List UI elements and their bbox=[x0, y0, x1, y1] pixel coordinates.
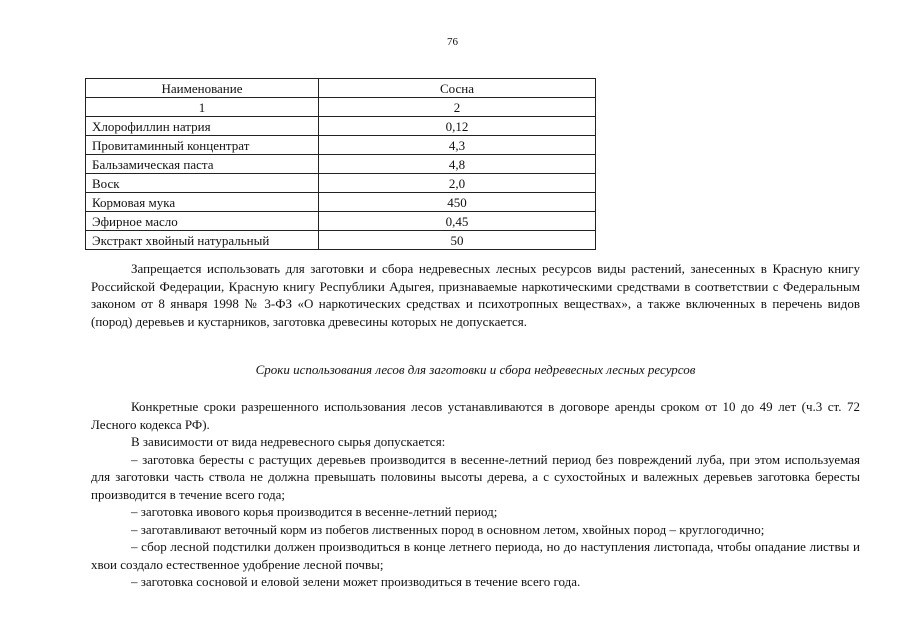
terms-section bbox=[91, 398, 860, 591]
row-name: Провитаминный концентрат bbox=[86, 136, 319, 155]
row-name: Воск bbox=[86, 174, 319, 193]
table-row bbox=[86, 231, 596, 250]
row-value: 4,3 bbox=[319, 136, 596, 155]
list-item-birch-bark: – заготовка бересты с растущих деревьев производится в весенне-летний период без повреждений луба, при этом используемая для заготовки часть ствола не должна превышать половины высоты дерева, а с сухостойных и валежных деревьев заготовка бересты производится в течение всего года; bbox=[91, 451, 860, 502]
row-value: 50 bbox=[319, 231, 596, 250]
column-index-1: 1 bbox=[86, 98, 319, 117]
terms-intro: В зависимости от вида недревесного сырья допускается: bbox=[131, 434, 446, 449]
page-number: 76 bbox=[447, 36, 458, 48]
row-value: 2,0 bbox=[319, 174, 596, 193]
list-item-conifer-greens: – заготовка сосновой и еловой зелени может производиться в течение всего года. bbox=[131, 574, 581, 589]
column-header-name: Наименование bbox=[86, 79, 319, 98]
row-name: Кормовая мука bbox=[86, 193, 319, 212]
terms-paragraph: Конкретные сроки разрешенного использования лесов устанавливаются в договоре аренды сроком от 10 до 49 лет (ч.3 ст. 72 Лесного кодекса РФ). bbox=[91, 399, 860, 432]
table-row bbox=[86, 193, 596, 212]
row-name: Эфирное масло bbox=[86, 212, 319, 231]
column-header-pine: Сосна bbox=[319, 79, 596, 98]
row-value: 0,12 bbox=[319, 117, 596, 136]
resources-table bbox=[85, 78, 596, 250]
row-name: Бальзамическая паста bbox=[86, 155, 319, 174]
prohibition-paragraph: Запрещается использовать для заготовки и сбора недревесных лесных ресурсов виды растений, занесенных в Красную книгу Российской Федерации, Красную книгу Республики Адыгея, признаваемые наркотическими средствами в соответствии с Федеральным законом от 8 января 1998 № 3-ФЗ «О наркотических средствах и психотропных веществах», а также включенных в перечень видов (пород) деревьев и кустарников, заготовка древесины которых не допускается. bbox=[91, 261, 860, 329]
table-row bbox=[86, 155, 596, 174]
row-name: Хлорофиллин натрия bbox=[86, 117, 319, 136]
table-row bbox=[86, 117, 596, 136]
column-index-2: 2 bbox=[319, 98, 596, 117]
table-row bbox=[86, 136, 596, 155]
row-value: 0,45 bbox=[319, 212, 596, 231]
table-header-row bbox=[86, 79, 596, 98]
list-item-willow-bark: – заготовка ивового корья производится в весенне-летний период; bbox=[131, 504, 498, 519]
list-item-branch-feed: – заготавливают веточный корм из побегов лиственных пород в основном летом, хвойных пород – круглогодично; bbox=[131, 521, 765, 537]
list-item-forest-litter: – сбор лесной подстилки должен производиться в конце летнего периода, но до наступления листопада, чтобы опадание листвы и хвои создало естественное удобрение лесной почвы; bbox=[91, 539, 860, 572]
row-value: 4,8 bbox=[319, 155, 596, 174]
column-index-row bbox=[86, 98, 596, 117]
row-name: Экстракт хвойный натуральный bbox=[86, 231, 319, 250]
row-value: 450 bbox=[319, 193, 596, 212]
prohibition-section bbox=[91, 260, 860, 330]
table-row bbox=[86, 174, 596, 193]
section-title: Сроки использования лесов для заготовки и сбора недревесных лесных ресурсов bbox=[255, 362, 696, 377]
table-row bbox=[86, 212, 596, 231]
